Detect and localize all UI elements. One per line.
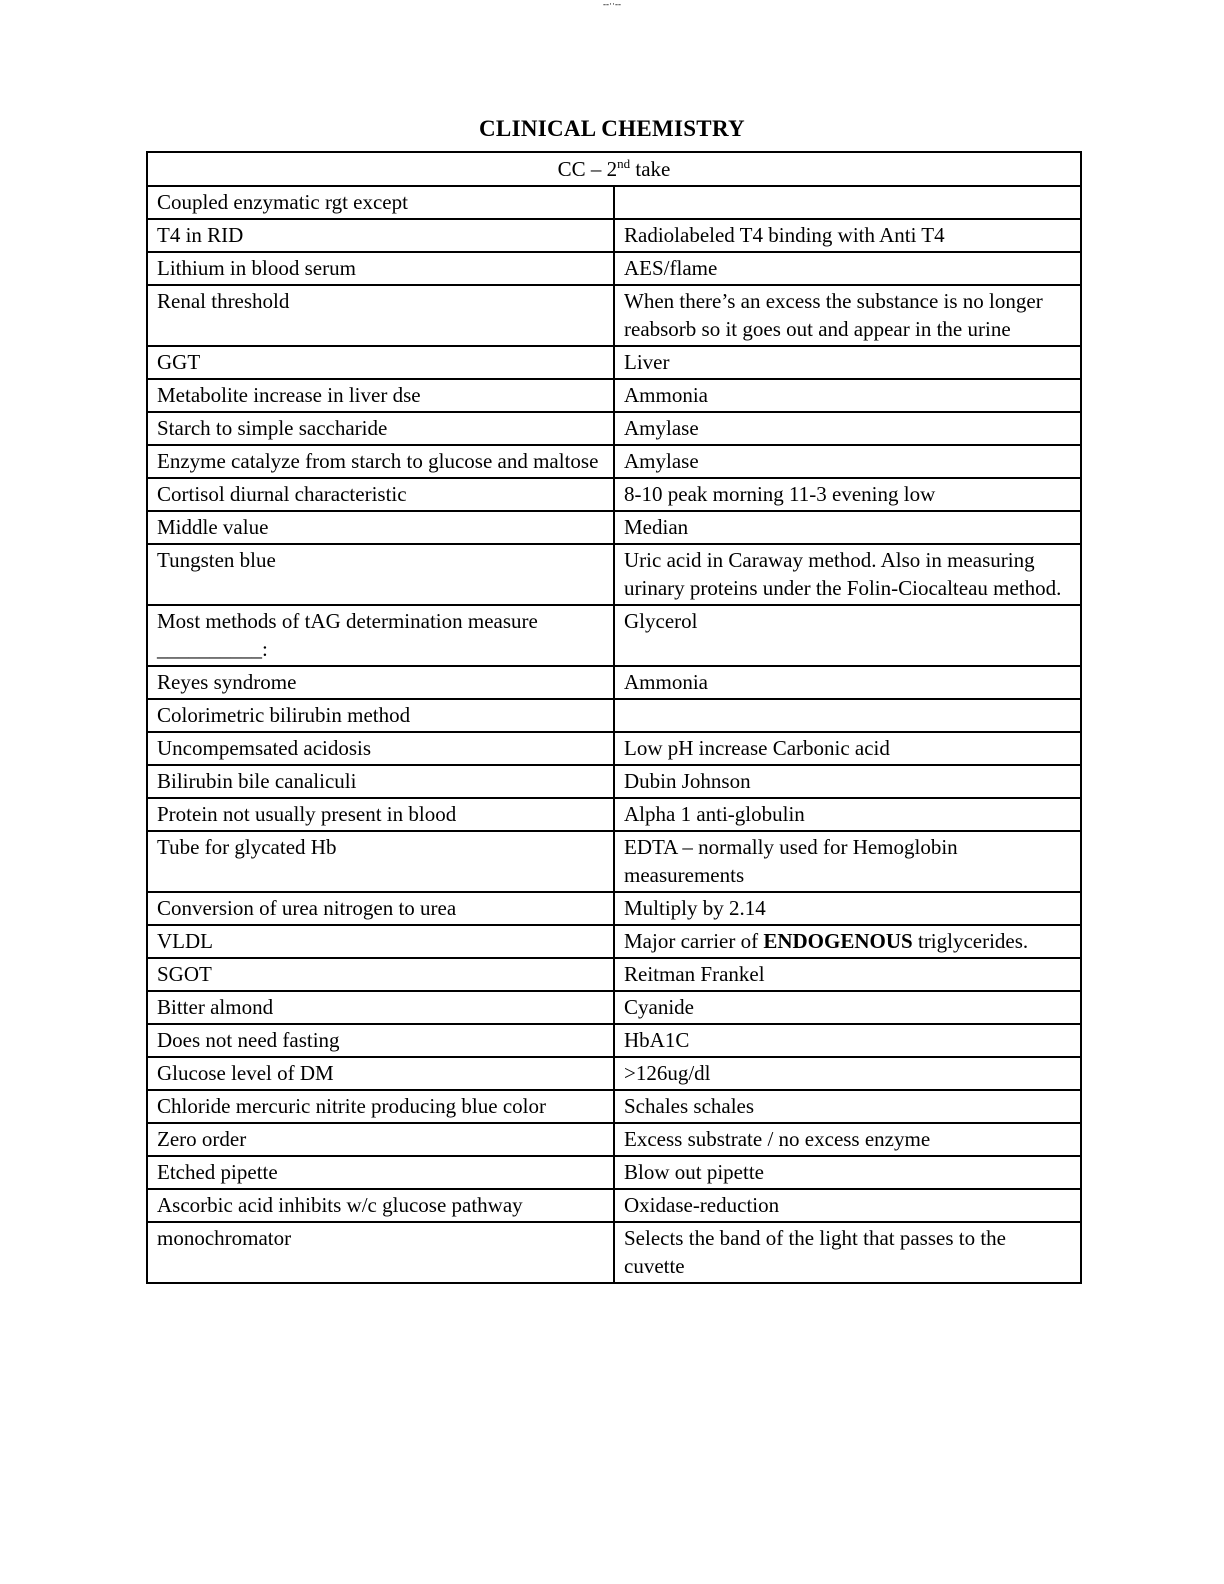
answer-text: Radiolabeled T4 binding with Anti T4 <box>624 223 945 247</box>
table-row <box>147 605 1081 666</box>
question-cell: Metabolite increase in liver dse <box>147 379 614 412</box>
question-cell: Starch to simple saccharide <box>147 412 614 445</box>
answer-cell <box>614 1123 1081 1156</box>
answer-text: Oxidase-reduction <box>624 1193 780 1217</box>
question-cell: Chloride mercuric nitrite producing blue color <box>147 1090 614 1123</box>
table-header-text-prefix: CC – 2 <box>557 157 618 181</box>
question-cell: Zero order <box>147 1123 614 1156</box>
qa-table-body <box>147 186 1081 1283</box>
question-cell: Cortisol diurnal characteristic <box>147 478 614 511</box>
answer-text: Alpha 1 anti-globulin <box>624 802 805 826</box>
answer-text: Multiply by 2.14 <box>624 896 766 920</box>
question-cell: Glucose level of DM <box>147 1057 614 1090</box>
question-cell: Does not need fasting <box>147 1024 614 1057</box>
answer-cell <box>614 219 1081 252</box>
table-header-cell <box>147 152 1081 186</box>
table-row <box>147 1090 1081 1123</box>
table-row <box>147 478 1081 511</box>
answer-cell <box>614 798 1081 831</box>
table-row <box>147 1057 1081 1090</box>
answer-text: triglycerides. <box>912 929 1029 953</box>
table-row <box>147 732 1081 765</box>
question-cell: Bitter almond <box>147 991 614 1024</box>
answer-cell <box>614 285 1081 346</box>
answer-cell <box>614 732 1081 765</box>
table-row <box>147 1024 1081 1057</box>
answer-cell <box>614 1222 1081 1283</box>
answer-text: Amylase <box>624 449 699 473</box>
answer-cell <box>614 1024 1081 1057</box>
question-cell: Coupled enzymatic rgt except <box>147 186 614 219</box>
answer-text: Median <box>624 515 689 539</box>
answer-text: Ammonia <box>624 670 708 694</box>
table-row <box>147 798 1081 831</box>
table-row <box>147 831 1081 892</box>
question-cell: Colorimetric bilirubin method <box>147 699 614 732</box>
table-row <box>147 511 1081 544</box>
answer-cell <box>614 699 1081 732</box>
answer-text: Liver <box>624 350 670 374</box>
table-row <box>147 285 1081 346</box>
answer-cell <box>614 544 1081 605</box>
question-cell: Most methods of tAG determination measure __________: <box>147 605 614 666</box>
question-cell: monochromator <box>147 1222 614 1283</box>
answer-text: Cyanide <box>624 995 694 1019</box>
question-cell: Protein not usually present in blood <box>147 798 614 831</box>
clinical-chemistry-table <box>146 151 1082 1284</box>
answer-text: Dubin Johnson <box>624 769 751 793</box>
answer-text: Glycerol <box>624 609 698 633</box>
answer-cell <box>614 605 1081 666</box>
question-cell: Middle value <box>147 511 614 544</box>
answer-text: When there’s an excess the substance is no longer reabsorb so it goes out and appear in the urine <box>624 289 1043 341</box>
answer-text: Ammonia <box>624 383 708 407</box>
answer-cell <box>614 666 1081 699</box>
answer-cell <box>614 765 1081 798</box>
table-row <box>147 699 1081 732</box>
question-cell: GGT <box>147 346 614 379</box>
answer-text: HbA1C <box>624 1028 690 1052</box>
question-cell: SGOT <box>147 958 614 991</box>
answer-text: Uric acid in Caraway method. Also in measuring urinary proteins under the Folin-Ciocalteau method. <box>624 548 1062 600</box>
table-row <box>147 991 1081 1024</box>
table-row <box>147 1123 1081 1156</box>
question-cell: Ascorbic acid inhibits w/c glucose pathway <box>147 1189 614 1222</box>
answer-text: >126ug/dl <box>624 1061 711 1085</box>
answer-cell <box>614 445 1081 478</box>
answer-text: Excess substrate / no excess enzyme <box>624 1127 931 1151</box>
question-cell: Tube for glycated Hb <box>147 831 614 892</box>
answer-text: Schales schales <box>624 1094 755 1118</box>
table-row <box>147 1222 1081 1283</box>
question-cell: Etched pipette <box>147 1156 614 1189</box>
answer-text: AES/flame <box>624 256 718 280</box>
page-top-fragment: --··-- <box>603 0 621 9</box>
answer-cell <box>614 1057 1081 1090</box>
answer-cell <box>614 925 1081 958</box>
answer-text: Selects the band of the light that passes to the cuvette <box>624 1226 1006 1278</box>
answer-cell <box>614 1090 1081 1123</box>
answer-cell <box>614 379 1081 412</box>
table-row <box>147 925 1081 958</box>
table-row <box>147 252 1081 285</box>
question-cell: Bilirubin bile canaliculi <box>147 765 614 798</box>
answer-cell <box>614 511 1081 544</box>
table-header-row <box>147 152 1081 186</box>
answer-cell <box>614 991 1081 1024</box>
answer-text: Amylase <box>624 416 699 440</box>
table-row <box>147 412 1081 445</box>
answer-cell <box>614 346 1081 379</box>
answer-text: Major carrier of <box>624 929 764 953</box>
table-row <box>147 544 1081 605</box>
answer-text: Low pH increase Carbonic acid <box>624 736 890 760</box>
table-row <box>147 892 1081 925</box>
answer-cell <box>614 412 1081 445</box>
table-header-text-suffix: take <box>630 157 671 181</box>
answer-cell <box>614 186 1081 219</box>
answer-text: Blow out pipette <box>624 1160 764 1184</box>
table-row <box>147 1156 1081 1189</box>
table-row <box>147 765 1081 798</box>
question-cell: Uncompemsated acidosis <box>147 732 614 765</box>
table-row <box>147 186 1081 219</box>
answer-text: EDTA – normally used for Hemoglobin measurements <box>624 835 958 887</box>
table-header-superscript: nd <box>617 156 631 171</box>
answer-cell <box>614 478 1081 511</box>
question-cell: Lithium in blood serum <box>147 252 614 285</box>
table-row <box>147 958 1081 991</box>
question-cell: VLDL <box>147 925 614 958</box>
question-cell: Reyes syndrome <box>147 666 614 699</box>
answer-cell <box>614 1189 1081 1222</box>
question-cell: Tungsten blue <box>147 544 614 605</box>
answer-text: 8-10 peak morning 11-3 evening low <box>624 482 936 506</box>
answer-cell <box>614 892 1081 925</box>
table-row <box>147 379 1081 412</box>
table-row <box>147 219 1081 252</box>
question-cell: T4 in RID <box>147 219 614 252</box>
question-cell: Conversion of urea nitrogen to urea <box>147 892 614 925</box>
question-cell: Enzyme catalyze from starch to glucose and maltose <box>147 445 614 478</box>
answer-text: Reitman Frankel <box>624 962 765 986</box>
table-row <box>147 346 1081 379</box>
table-row <box>147 445 1081 478</box>
answer-cell <box>614 252 1081 285</box>
table-row <box>147 666 1081 699</box>
table-row <box>147 1189 1081 1222</box>
page-title: CLINICAL CHEMISTRY <box>479 116 745 141</box>
answer-text: ENDOGENOUS <box>763 929 913 953</box>
answer-cell <box>614 831 1081 892</box>
question-cell: Renal threshold <box>147 285 614 346</box>
answer-cell <box>614 1156 1081 1189</box>
answer-cell <box>614 958 1081 991</box>
